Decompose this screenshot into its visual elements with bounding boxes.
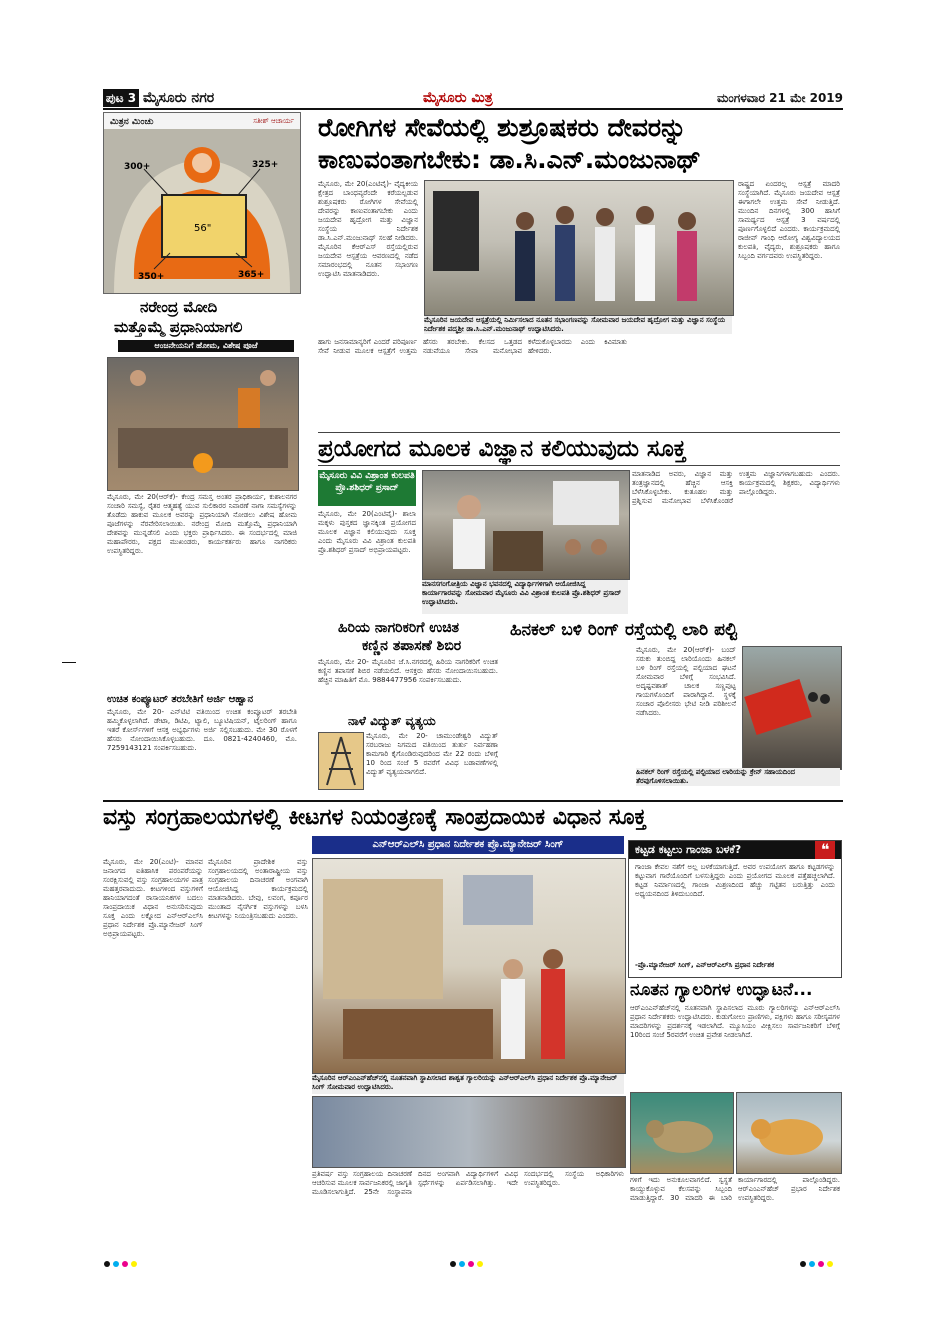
- print-registration-dots-right: [800, 1252, 836, 1271]
- ganja-attribution: -ಪ್ರೊ.ಮ್ಯಾನೇಜರ್ ಸಿಂಗ್, ಎನ್‌ಆರ್‌ಎಲ್‌ಸಿ ಪ್ರಧಾನ ನಿರ್ದೇಶಕ: [635, 961, 775, 969]
- eye-camp-headline-2: ಕಣ್ಣಿನ ತಪಾಸಣೆ ಶಿಬಿರ: [362, 638, 462, 654]
- cartoon-label-3: 350+: [138, 272, 165, 282]
- museum-headline: ವಸ್ತು ಸಂಗ್ರಹಾಲಯಗಳಲ್ಲಿ ಕೀಟಗಳ ನಿಯಂತ್ರಣಕ್ಕೆ ಸಾಂಪ್ರದಾಯಿಕ ವಿಧಾನ ಸೂಕ್ತ: [103, 800, 843, 834]
- ganja-headline: ಕಟ್ಟಡ ಕಟ್ಟಲು ಗಾಂಜಾ ಬಳಕೆ?: [635, 843, 742, 856]
- gallery-body: ಆರ್‌ಎಂಎನ್‌ಹೆಚ್‌ನಲ್ಲಿ ನೂತನವಾಗಿ ಸ್ಥಾಪಿಸಲಾದ ಮೂರು ಗ್ಯಾಲರಿಗಳನ್ನು ಎನ್‌ಆರ್‌ಎಲ್‌ಸಿ ಪ್ರಧಾನ ನಿರ್ದೇಶಕರು ಉದ್ಘಾಟಿಸಿದರು. ಕುಡುಗೋಲು ಪ್ರಾಣಿಗಳು, ಪಕ್ಷಿಗಳು ಹಾಗೂ ಸರೀಸೃಪಗಳ ಮಾದರಿಗಳನ್ನು ಪ್ರದರ್ಶನಕ್ಕೆ ಇಡಲಾಗಿದೆ. ಮ್ಯೂಸಿಯಂ ವೀಕ್ಷಿಸಲು ಸಾರ್ವಜನಿಕರಿಗೆ ಬೆಳಿಗ್ಗೆ 10ರಿಂದ ಸಂಜೆ 5ರವರೆಗೆ ಉಚಿತ ಪ್ರವೇಶ ನೀಡಲಾಗಿದೆ.: [630, 1004, 840, 1039]
- cartoon-title: ಮಿತ್ರನ ಮಿಂಚು: [110, 117, 154, 127]
- lead-headline-2: ಕಾಣುವಂತಾಗಬೇಕು: ಡಾ.ಸಿ.ಎನ್.ಮಂಜುನಾಥ್: [318, 145, 701, 174]
- gallery-headline: ನೂತನ ಗ್ಯಾಲರಿಗಳ ಉದ್ಘಾಟನೆ...: [630, 980, 813, 1000]
- computer-training-headline: ಉಚಿತ ಕಂಪ್ಯೂಟರ್ ತರಬೇತಿಗೆ ಅರ್ಜಿ ಆಹ್ವಾನ: [107, 694, 254, 705]
- modi-photo: [107, 357, 299, 491]
- science-body-left: ಮೈಸೂರು, ಮೇ 20(ಎಂಟಿವೈ)- ಶಾಲಾ ಮಕ್ಕಳು ಪುಸ್ತಕದ ಜ್ಞಾನಕ್ಕಿಂತ ಪ್ರಯೋಗದ ಮೂಲಕ ವಿಜ್ಞಾನ ಕಲಿಯುವುದು ಸೂಕ್ತ ಎಂದು ಮೈಸೂರು ವಿವಿ ವಿಶ್ರಾಂತ ಕುಲಪತಿ ಪ್ರೊ.ಶಶಿಧರ್ ಪ್ರಸಾದ್ ಅಭಿಪ್ರಾಯಪಟ್ಟರು.: [318, 510, 416, 554]
- cartoon-screen-label: 56": [194, 223, 212, 234]
- accident-headline: ಹಿನಕಲ್ ಬಳಿ ರಿಂಗ್ ರಸ್ತೆಯಲ್ಲಿ ಲಾರಿ ಪಲ್ಟಿ: [510, 620, 738, 640]
- modi-headline-2: ಮತ್ತೊಮ್ಮೆ ಪ್ರಧಾನಿಯಾಗಲಿ: [114, 318, 243, 336]
- page-header: [103, 88, 843, 110]
- accident-photo: [742, 646, 842, 770]
- power-tower-photo: [318, 732, 364, 790]
- cartoon-illustration: [104, 129, 300, 293]
- museum-body-bottom: ಪ್ರತಿವರ್ಷ ವಸ್ತು ಸಂಗ್ರಹಾಲಯ ದಿನಾಚರಣೆ ಆಚರಿಸುವ ಮೂಲಕ ಸಾರ್ವಜನಿಕರಲ್ಲಿ ಜಾಗೃತಿ ಮೂಡಿಸಲಾಗುತ್ತಿದೆ. 25ನೇ ಸಂಸ್ಥಾಪನಾ ದಿನದ ಅಂಗವಾಗಿ ವಿದ್ಯಾರ್ಥಿಗಳಿಗೆ ವಿವಿಧ ಸ್ಪರ್ಧೆಗಳನ್ನು ಏರ್ಪಡಿಸಲಾಗಿತ್ತು. ಇದೇ ಸಂದರ್ಭದಲ್ಲಿ ಸಂಸ್ಥೆಯ ಅಧಿಕಾರಿಗಳು ಉಪಸ್ಥಿತರಿದ್ದರು.: [312, 1170, 624, 1196]
- power-cut-body: ಮೈಸೂರು, ಮೇ 20- ಚಾಮುಂಡೇಶ್ವರಿ ವಿದ್ಯುತ್ ಸರಬರಾಜು ನಿಗಮದ ವತಿಯಿಂದ ತುರ್ತು ನಿರ್ವಹಣಾ ಕಾಮಗಾರಿ ಕೈಗೊಂಡಿರುವುದರಿಂದ ಮೇ 22 ರಂದು ಬೆಳಿಗ್ಗೆ 10 ರಿಂದ ಸಂಜೆ 5 ರವರೆಗೆ ವಿವಿಧ ಬಡಾವಣೆಗಳಲ್ಲಿ ವಿದ್ಯುತ್ ವ್ಯತ್ಯಯವಾಗಲಿದೆ.: [366, 732, 498, 776]
- museum-subhead: ಎನ್‌ಆರ್‌ಎಲ್‌ಸಿ ಪ್ರಧಾನ ನಿರ್ದೇಶಕ ಪ್ರೊ.ಮ್ಯಾನೇಜರ್ ಸಿಂಗ್: [312, 836, 624, 854]
- accident-photo-caption: ಹಿನಕಲ್ ರಿಂಗ್ ರಸ್ತೆಯಲ್ಲಿ ಪಲ್ಟಿಯಾದ ಲಾರಿಯನ್ನು ಕ್ರೇನ್ ಸಹಾಯದಿಂದ ತೆರವುಗೊಳಿಸಲಾಯಿತು.: [636, 768, 840, 786]
- ganja-body: ಗಾಂಜಾ ಕೇವಲ ನಶೆಗೆ ಅಲ್ಲ ಬಳಕೆಯಾಗುತ್ತಿದೆ. ಅವರ ಉಪಯೋಗ ಹಾಗೂ ಕಟ್ಟಡಗಳನ್ನು ಕಟ್ಟುವಾಗ ಗಾರೆಯೊಂದಿಗೆ ಬಳಸುತ್ತಿದ್ದರು ಎಂದು ಪ್ರಯೋಗದ ಮೂಲಕ ಪತ್ತೆಹಚ್ಚಲಾಗಿದೆ. ಕಟ್ಟಡ ನಿರ್ಮಾಣದಲ್ಲಿ ಗಾಂಜಾ ಮಿಶ್ರಣದಿಂದ ಹೆಚ್ಚು ಗಟ್ಟಿತನ ಬರುತ್ತಿತ್ತು ಎಂದು ಅಧ್ಯಯನದಿಂದ ತಿಳಿದುಬಂದಿದೆ.: [635, 863, 835, 898]
- lead-headline-1: ರೋಗಿಗಳ ಸೇವೆಯಲ್ಲಿ ಶುಶ್ರೂಷಕರು ದೇವರನ್ನು: [318, 113, 687, 142]
- museum-body-col1: ಮೈಸೂರು, ಮೇ 20(ಎಂಟಿ)- ಮಾನವ ಜನಾಂಗದ ಐತಿಹಾಸಿಕ ಪರಂಪರೆಯನ್ನು ಸಂರಕ್ಷಿಸುವಲ್ಲಿ ವಸ್ತು ಸಂಗ್ರಹಾಲಯಗಳ ಪಾತ್ರ ಮಹತ್ತರವಾದುದು. ಕೀಟಗಳಿಂದ ವಸ್ತುಗಳಿಗೆ ಹಾನಿಯಾಗದಂತೆ ರಾಸಾಯನಿಕಗಳ ಬದಲು ಸಾಂಪ್ರದಾಯಿಕ ವಿಧಾನ ಅನುಸರಿಸುವುದು ಸೂಕ್ತ ಎಂದು ಲಕ್ನೋದ ಎನ್‌ಆರ್‌ಎಲ್‌ಸಿ ಪ್ರಧಾನ ನಿರ್ದೇಶಕ ಪ್ರೊ.ಮ್ಯಾನೇಜರ್ ಸಿಂಗ್ ಅಭಿಪ್ರಾಯಪಟ್ಟರು.: [103, 858, 203, 938]
- lead-photo: [424, 180, 734, 316]
- cartoon-panel: [103, 112, 301, 294]
- accident-body: ಮೈಸೂರು, ಮೇ 20(ಆರ್‌ಕೆ)- ಬಂದ್ ಸರುಕು ತುಂಬಿದ್ದ ಲಾರಿಯೊಂದು ಹಿನಕಲ್ ಬಳಿ ರಿಂಗ್ ರಸ್ತೆಯಲ್ಲಿ ಪಲ್ಟಿಯಾದ ಘಟನೆ ಸೋಮವಾರ ಬೆಳಿಗ್ಗೆ ಸಂಭವಿಸಿದೆ. ಅದೃಷ್ಟವಶಾತ್ ಚಾಲಕ ಸಣ್ಣಪುಟ್ಟ ಗಾಯಗಳೊಂದಿಗೆ ಪಾರಾಗಿದ್ದಾನೆ. ಸ್ಥಳಕ್ಕೆ ಸಂಚಾರ ಪೊಲೀಸರು ಭೇಟಿ ನೀಡಿ ಪರಿಶೀಲನೆ ನಡೆಸಿದರು.: [636, 646, 736, 717]
- cartoon-label-1: 300+: [124, 162, 151, 172]
- page-number-badge: ಪುಟ 3: [103, 89, 139, 107]
- cartoon-artist: ಸತೀಶ್ ಆಚಾರ್ಯ: [253, 117, 294, 125]
- eye-camp-headline-1: ಹಿರಿಯ ನಾಗರಿಕರಿಗೆ ಉಚಿತ: [338, 620, 460, 636]
- science-quote-box: ಮೈಸೂರು ವಿವಿ ವಿಶ್ರಾಂತ ಕುಲಪತಿ ಪ್ರೊ.ಶಶಿಧರ್ ಪ್ರಸಾದ್: [318, 470, 416, 506]
- print-registration-dots-center: [450, 1252, 486, 1271]
- ganja-box: [628, 840, 842, 978]
- science-photo: [422, 470, 630, 580]
- lead-body-bottom: ಹಾಗು ಜನಸಾಮಾನ್ಯರಿಗೆ ಎಂದರೆ ಪರಿಪೂರ್ಣ ಸೇವೆ ನೀಡುವ ಮೂಲಕ ಆಸ್ಪತ್ರೆಗೆ ಉತ್ತಮ ಹೆಸರು ತರಬೇಕು. ಕೆಲಸದ ಒತ್ತಡದ ನಡುವೆಯೂ ಸೇವಾ ಮನೋಭಾವ ಕಳೆದುಕೊಳ್ಳಬಾರದು ಎಂದು ಕಿವಿಮಾತು ಹೇಳಿದರು.: [318, 338, 627, 355]
- gallery-body-bottom: ಗಳಿಗೆ ಇದು ಅನುಕೂಲವಾಗಲಿದೆ. ಸ್ವಸ್ಥತೆ ಕಾಯ್ದುಕೊಳ್ಳುವ ಕೆಲಸವನ್ನು ಸಿಬ್ಬಂದಿ ಮಾಡುತ್ತಿದ್ದಾರೆ. 30 ಮಾದರಿ ಈ ಬಾರಿ ಕಾರ್ಯಾಗಾರದಲ್ಲಿ ಪಾಲ್ಗೊಂಡಿದ್ದರು. ಆರ್‌ಎಂಎನ್‌ಹೆಚ್ ಪ್ರಭಾರ ನಿರ್ದೇಶಕ ಉಪಸ್ಥಿತರಿದ್ದರು.: [630, 1176, 840, 1202]
- lead-photo-caption: ಮೈಸೂರಿನ ಜಯದೇವ ಆಸ್ಪತ್ರೆಯಲ್ಲಿ ನಿರ್ಮಿಸಲಾದ ನೂತನ ಸಭಾಂಗಣವನ್ನು ಸೋಮವಾರ ಜಯದೇವ ಹೃದ್ರೋಗ ಮತ್ತು ವಿಜ್ಞಾನ ಸಂಸ್ಥೆಯ ನಿರ್ದೇಶಕ ಪದ್ಮಶ್ರೀ ಡಾ.ಸಿ.ಎನ್.ಮಂಜುನಾಥ್ ಉದ್ಘಾಟಿಸಿದರು.: [424, 316, 732, 334]
- science-photo-caption: ಮಾನಸಗಂಗೋತ್ರಿಯ ವಿಜ್ಞಾನ ಭವನದಲ್ಲಿ ವಿದ್ಯಾರ್ಥಿಗಳಿಗಾಗಿ ಆಯೋಜಿಸಿದ್ದ ಕಾರ್ಯಾಗಾರವನ್ನು ಸೋಮವಾರ ಮೈಸೂರು ವಿವಿ ವಿಶ್ರಾಂತ ಕುಲಪತಿ ಪ್ರೊ.ಶಶಿಧರ್ ಪ್ರಸಾದ್ ಉದ್ಘಾಟಿಸಿದರು.: [422, 580, 628, 614]
- print-registration-dots-left: [104, 1252, 140, 1271]
- science-body-right: ಮಾತನಾಡಿದ ಅವರು, ವಿಜ್ಞಾನ ಮತ್ತು ತಂತ್ರಜ್ಞಾನದಲ್ಲಿ ಹೆಚ್ಚಿನ ಆಸಕ್ತಿ ಬೆಳೆಸಿಕೊಳ್ಳಬೇಕು. ಕುತೂಹಲ ಮತ್ತು ಪ್ರಶ್ನಿಸುವ ಮನೋಭಾವ ಬೆಳೆಸಿಕೊಂಡರೆ ಉತ್ತಮ ವಿಜ್ಞಾನಿಗಳಾಗಬಹುದು ಎಂದರು. ಕಾರ್ಯಕ್ರಮದಲ್ಲಿ ಶಿಕ್ಷಕರು, ವಿದ್ಯಾರ್ಥಿಗಳು ಪಾಲ್ಗೊಂಡಿದ್ದರು.: [632, 470, 840, 505]
- quote-icon: ❝: [815, 841, 835, 859]
- modi-headline-1: ನರೇಂದ್ರ ಮೋದಿ: [140, 298, 218, 316]
- museum-photo: [312, 858, 626, 1074]
- power-cut-headline: ನಾಳೆ ವಿದ್ಯುತ್ ವ್ಯತ್ಯಯ: [348, 714, 436, 728]
- museum-photo-caption: ಮೈಸೂರಿನ ಆರ್‌ಎಂಎನ್‌ಹೆಚ್‌ನಲ್ಲಿ ನೂತನವಾಗಿ ಸ್ಥಾಪಿಸಲಾದ ಶಾಶ್ವತ ಗ್ಯಾಲರಿಯನ್ನು ಎನ್‌ಆರ್‌ಎಲ್‌ಸಿ ಪ್ರಧಾನ ನಿರ್ದೇಶಕ ಪ್ರೊ.ಮ್ಯಾನೇಜರ್ ಸಿಂಗ್ ಸೋಮವಾರ ಉದ್ಘಾಟಿಸಿದರು.: [312, 1074, 624, 1094]
- lead-body-right: ರಾಷ್ಟ್ರದ ಏಂದರಲ್ಲ ಆಸ್ಪತ್ರೆ ಮಾದರಿ ಸಂಸ್ಥೆಯಾಗಿದೆ. ಮೈಸೂರು ಜಯದೇವ ಆಸ್ಪತ್ರೆ ಈಗಾಗಲೇ ಉತ್ತಮ ಸೇವೆ ನೀಡುತ್ತಿದೆ. ಮುಂದಿನ ದಿನಗಳಲ್ಲಿ 300 ಹಾಸಿಗೆ ಸಾಮರ್ಥ್ಯದ ಆಸ್ಪತ್ರೆ 3 ವರ್ಷದಲ್ಲಿ ಪೂರ್ಣಗೊಳ್ಳಲಿದೆ ಎಂದರು. ಕಾರ್ಯಕ್ರಮದಲ್ಲಿ ರಾಜೀವ್ ಗಾಂಧಿ ಆರೋಗ್ಯ ವಿಶ್ವವಿದ್ಯಾಲಯದ ಕುಲಪತಿ, ವೈದ್ಯರು, ಶುಶ್ರೂಷಕರು ಹಾಗೂ ಸಿಬ್ಬಂದಿ ವರ್ಗದವರು ಉಪಸ್ಥಿತರಿದ್ದರು.: [738, 180, 840, 260]
- science-headline: ಪ್ರಯೋಗದ ಮೂಲಕ ವಿಜ್ಞಾನ ಕಲಿಯುವುದು ಸೂಕ್ತ: [318, 432, 840, 466]
- modi-subhead: ಆಂಜನೇಯನಿಗೆ ಹೋಮ, ವಿಶೇಷ ಪೂಜೆ: [118, 340, 294, 352]
- lead-body-left: ಮೈಸೂರು, ಮೇ 20(ಎಂಟಿವೈ)- ವೈದ್ಯಕೀಯ ಕ್ಷೇತ್ರದ ಬಾಂಧವ್ಯರೆಂದೇ ಕರೆಯಲ್ಪಡುವ ಶುಶ್ರೂಷಕರು ರೋಗಿಗಳ ಸೇವೆಯಲ್ಲಿ ದೇವರನ್ನು ಕಾಣುವಂತಾಗಬೇಕು ಎಂದು ಜಯದೇವ ಹೃದ್ರೋಗ ಮತ್ತು ವಿಜ್ಞಾನ ಸಂಸ್ಥೆಯ ನಿರ್ದೇಶಕ ಡಾ.ಸಿ.ಎನ್.ಮಂಜುನಾಥ್ ಸಲಹೆ ನೀಡಿದರು. ಮೈಸೂರಿನ ಕೆಆರ್‌ಎಸ್ ರಸ್ತೆಯಲ್ಲಿರುವ ಜಯದೇವ ಆಸ್ಪತ್ರೆಯ ಆವರಣದಲ್ಲಿ ನಡೆದ ಸಮಾರಂಭದಲ್ಲಿ ನೂತನ ಸಭಾಂಗಣ ಉದ್ಘಾಟಿಸಿ ಮಾತನಾಡಿದರು.: [318, 180, 418, 278]
- cartoon-label-4: 365+: [238, 270, 265, 280]
- masthead: ಮೈಸೂರು ಮಿತ್ರ: [423, 90, 493, 106]
- eye-camp-body: ಮೈಸೂರು, ಮೇ 20- ಮೈಸೂರಿನ ಜೆ.ಸಿ.ನಗರದಲ್ಲಿ ಹಿರಿಯ ನಾಗರಿಕರಿಗೆ ಉಚಿತ ಕಣ್ಣಿನ ತಪಾಸಣೆ ಶಿಬಿರ ನಡೆಯಲಿದೆ. ಆಸಕ್ತರು ಹೆಸರು ನೋಂದಾಯಿಸಬಹುದು. ಹೆಚ್ಚಿನ ಮಾಹಿತಿಗೆ ಮೊ. 9884477956 ಸಂಪರ್ಕಿಸಬಹುದು.: [318, 658, 498, 684]
- tiger-photo: [736, 1092, 842, 1174]
- section-title: ಮೈಸೂರು ನಗರ: [143, 90, 215, 106]
- margin-mark: [62, 662, 76, 663]
- computer-training-body: ಮೈಸೂರು, ಮೇ 20- ಎನ್‌ಟಿಟಿ ವತಿಯಿಂದ ಉಚಿತ ಕಂಪ್ಯೂಟರ್ ತರಬೇತಿ ಹಮ್ಮಿಕೊಳ್ಳಲಾಗಿದೆ. ಡೇಟಾ, ಡಿಟಿಪಿ, ಟ್ಯಾಲಿ, ಬ್ಯೂಟಿಷಿಯನ್, ಟೈಲರಿಂಗ್ ಹಾಗೂ ಇತರೆ ಕೋರ್ಸ್‌ಗಳಿಗೆ ಆಸಕ್ತ ಅಭ್ಯರ್ಥಿಗಳು ಅರ್ಜಿ ಸಲ್ಲಿಸಬಹುದು. ಮೇ 30 ರೊಳಗೆ ಹೆಸರು ನೋಂದಾಯಿಸಿಕೊಳ್ಳಬಹುದು. ದೂ. 0821-4240460, ಮೊ. 7259143121 ಸಂಪರ್ಕಿಸಬಹುದು.: [107, 708, 297, 752]
- issue-date: ಮಂಗಳವಾರ 21 ಮೇ 2019: [716, 91, 843, 105]
- cartoon-label-2: 325+: [252, 160, 279, 170]
- museum-gallery-photo: [312, 1096, 626, 1168]
- hyena-photo: [630, 1092, 734, 1174]
- museum-body-col2: ಮೈಸೂರಿನ ಪ್ರಾದೇಶಿಕ ವಸ್ತು ಸಂಗ್ರಹಾಲಯದಲ್ಲಿ ಅಂತಾರಾಷ್ಟ್ರೀಯ ವಸ್ತು ಸಂಗ್ರಹಾಲಯ ದಿನಾಚರಣೆ ಅಂಗವಾಗಿ ಆಯೋಜಿಸಿದ್ದ ಕಾರ್ಯಕ್ರಮದಲ್ಲಿ ಮಾತನಾಡಿದರು. ಬೇವು, ಲವಂಗ, ಕರ್ಪೂರ ಮುಂತಾದ ನೈಸರ್ಗಿಕ ವಸ್ತುಗಳನ್ನು ಬಳಸಿ ಕೀಟಗಳನ್ನು ನಿಯಂತ್ರಿಸಬಹುದು ಎಂದರು.: [208, 858, 308, 920]
- modi-body: ಮೈಸೂರು, ಮೇ 20(ಆರ್‌ಕೆ)- ಕೇಂದ್ರ ಸಮಸ್ತ ಅಂತರ ಪ್ರಾಧಿಕಾರ್ಯ, ಕುಶಾಲನಗರ ಸಂಚಾರಿ ಸಮಸ್ಯೆ, ರೈತರ ಆತ್ಮಹತ್ಯೆ ಯುವ ಸುಲಿಕಾರರ ನಿವಾರಣೆ ನಾಗಾ ಸಮಸ್ಯೆಗಳನ್ನು ತೊಡೆದು ಹಾಕುವ ಮೂಲಕ ಅವರನ್ನು ಪ್ರಧಾನಿಯಾಗಿ ನೋಡಲು ವಿಶೇಷ ಹೋಮ ಪೂಜೆಗಳನ್ನು ನೆರವೇರಿಸಲಾಯಿತು. ನರೇಂದ್ರ ಮೋದಿ ಮತ್ತೊಮ್ಮೆ ಪ್ರಧಾನಿಯಾಗಿ ದೇಶವನ್ನು ಮುನ್ನಡೆಸಲಿ ಎಂದು ಭಕ್ತರು ಪ್ರಾರ್ಥಿಸಿದರು. ಈ ಸಂದರ್ಭದಲ್ಲಿ ಮಾಜಿ ಮಹಾಪೌರರು, ಪಕ್ಷದ ಮುಖಂಡರು, ಕಾರ್ಯಕರ್ತರು ಹಾಗೂ ನಾಗರಿಕರು ಉಪಸ್ಥಿತರಿದ್ದರು.: [107, 493, 297, 555]
